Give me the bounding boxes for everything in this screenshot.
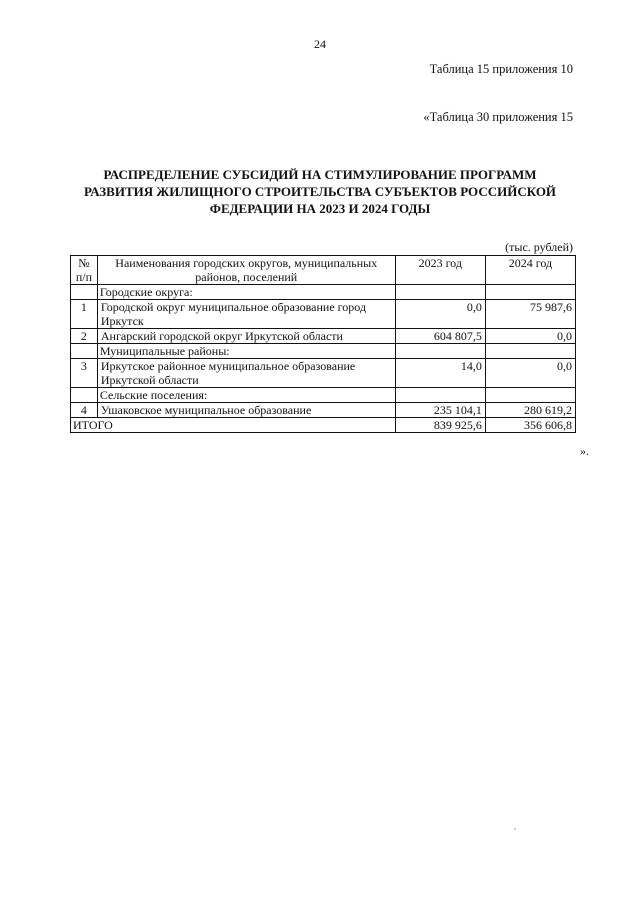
row-name-line-1: Иркутское районное муниципальное образование [100, 359, 356, 373]
units-label: (тыс. рублей) [505, 240, 573, 254]
row-name [97, 300, 395, 329]
header-2023: 2023 год [395, 256, 485, 285]
header-number-line-1: № [78, 256, 90, 270]
row-name-line-1: Городской округ муниципальное образование город [100, 300, 367, 314]
header-number-line-2: п/п [75, 270, 93, 284]
table-row [71, 300, 576, 329]
row-name [97, 403, 395, 418]
group-num-cell [71, 388, 98, 403]
page-number: 24 [314, 37, 326, 51]
row-number: 4 [71, 403, 98, 418]
row-value-2024: 75 987,6 [485, 300, 575, 329]
group-row-districts [71, 344, 576, 359]
row-value-2024: 0,0 [485, 329, 575, 344]
group-2024-cell [485, 388, 575, 403]
group-2023-cell [395, 344, 485, 359]
title-line-1: РАСПРЕДЕЛЕНИЕ СУБСИДИЙ НА СТИМУЛИРОВАНИЕ ПРОГРАММ [103, 167, 537, 182]
group-label-districts: Муниципальные районы: [97, 344, 395, 359]
group-label-settlements: Сельские поселения: [97, 388, 395, 403]
appendix-reference-quoted: «Таблица 30 приложения 15 [423, 110, 573, 124]
total-row [71, 418, 576, 433]
row-name-line-2: Иркутск [100, 314, 144, 328]
row-value-2024: 280 619,2 [485, 403, 575, 418]
total-label: ИТОГО [71, 418, 396, 433]
row-name-line-1: Ушаковское муниципальное образование [100, 403, 312, 417]
group-2024-cell [485, 285, 575, 300]
appendix-reference: Таблица 15 приложения 10 [429, 62, 573, 76]
group-row-settlements [71, 388, 576, 403]
total-value-2024: 356 606,8 [485, 418, 575, 433]
group-2023-cell [395, 388, 485, 403]
group-label-cities: Городские округа: [97, 285, 395, 300]
table-row [71, 359, 576, 388]
row-name-line-2: Иркутской области [100, 373, 199, 387]
group-num-cell [71, 344, 98, 359]
group-num-cell [71, 285, 98, 300]
subsidy-table [70, 255, 576, 433]
table-row [71, 329, 576, 344]
group-2023-cell [395, 285, 485, 300]
table-row [71, 403, 576, 418]
header-name-line-2: районов, поселений [195, 270, 298, 284]
row-value-2023: 235 104,1 [395, 403, 485, 418]
document-title [80, 166, 560, 217]
row-name [97, 359, 395, 388]
row-name [97, 329, 395, 344]
header-name [97, 256, 395, 285]
total-value-2023: 839 925,6 [395, 418, 485, 433]
scan-speck [514, 828, 516, 830]
row-number: 1 [71, 300, 98, 329]
header-number [71, 256, 98, 285]
row-number: 3 [71, 359, 98, 388]
title-line-3: ФЕДЕРАЦИИ НА 2023 И 2024 ГОДЫ [209, 201, 431, 216]
row-value-2023: 14,0 [395, 359, 485, 388]
header-2024: 2024 год [485, 256, 575, 285]
group-2024-cell [485, 344, 575, 359]
closing-quote-mark: ». [580, 444, 589, 458]
row-number: 2 [71, 329, 98, 344]
row-value-2024: 0,0 [485, 359, 575, 388]
group-row-cities [71, 285, 576, 300]
row-value-2023: 0,0 [395, 300, 485, 329]
row-value-2023: 604 807,5 [395, 329, 485, 344]
header-name-line-1: Наименования городских округов, муниципальных [115, 256, 378, 270]
title-line-2: РАЗВИТИЯ ЖИЛИЩНОГО СТРОИТЕЛЬСТВА СУБЪЕКТОВ РОССИЙСКОЙ [83, 184, 557, 199]
row-name-line-1: Ангарский городской округ Иркутской области [100, 329, 343, 343]
table-header-row [71, 256, 576, 285]
